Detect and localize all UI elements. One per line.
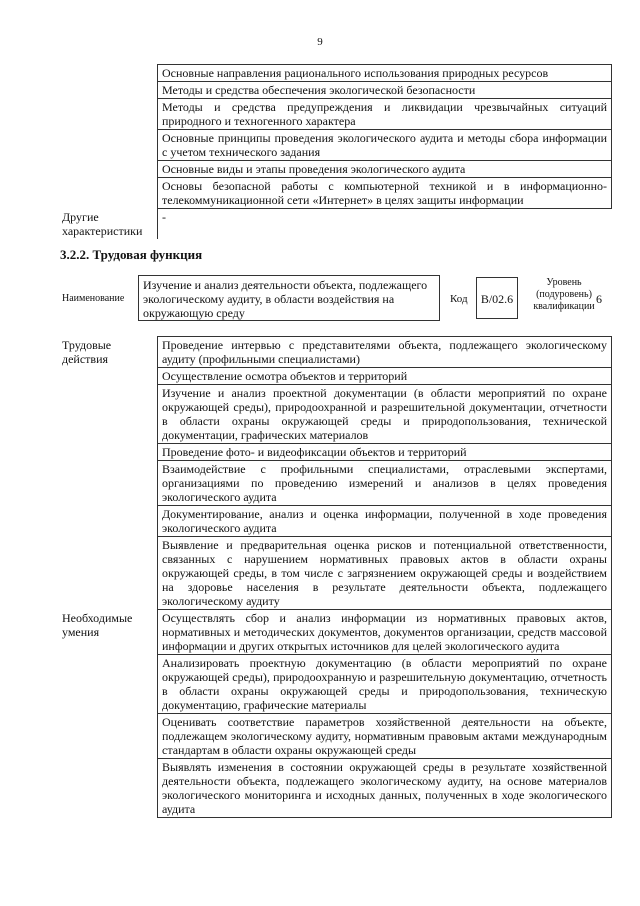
table-row	[60, 99, 612, 130]
table-row	[60, 209, 612, 239]
code-value: B/02.6	[476, 277, 518, 319]
knowledge-item: Методы и средства предупреждения и ликвидации чрезвычайных ситуаций природного и техногенного характера	[158, 99, 612, 130]
labor-action-item: Осуществление осмотра объектов и территорий	[158, 368, 612, 385]
required-skills-label: Необходимые умения	[62, 610, 133, 639]
name-label: Наименование	[62, 293, 125, 304]
section-title: 3.2.2. Трудовая функция	[60, 247, 203, 262]
knowledge-item: Основные направления рационального использования природных ресурсов	[158, 65, 612, 82]
knowledge-item: Основные виды и этапы проведения экологического аудита	[158, 161, 612, 178]
labor-action-item: Выявление и предварительная оценка рисков и потенциальной ответственности, связанных с нарушением нормативных правовых актов в области охраны окружающей среды, в том числе с загрязнением окружающей среды и воздействием на здоровье населения в результате деятельности объекта, подлежащего экологическому аудиту	[158, 537, 612, 610]
other-characteristics-label: Другие характеристики	[62, 209, 143, 238]
table-row	[60, 130, 612, 161]
page-number: 9	[317, 36, 323, 48]
skill-item: Оценивать соответствие параметров хозяйственной деятельности на объекте, подлежащем экологическому аудиту, нормативным правовым актами международным стандартам в области охраны окружающей среды	[158, 714, 612, 759]
knowledge-item: Основные принципы проведения экологического аудита и методы сбора информации с учетом технического задания	[158, 130, 612, 161]
labor-action-item: Взаимодействие с профильными специалистами, отраслевыми экспертами, организациями по проведению измерений и анализов в целях проведения экологического аудита	[158, 461, 612, 506]
table-row	[60, 82, 612, 99]
code-label: Код	[450, 293, 468, 305]
table-row	[60, 161, 612, 178]
knowledge-table	[60, 64, 612, 239]
table-row	[60, 178, 612, 209]
skill-item: Выявлять изменения в состоянии окружающей среды в результате хозяйственной деятельности объекта, подлежащего экологическому аудиту, на основе материалов экологического мониторинга и исходных данных, полученных в ходе экологического аудита	[158, 759, 612, 818]
table-row	[60, 65, 612, 82]
skill-item: Осуществлять сбор и анализ информации из нормативных правовых актов, нормативных и методических документов, документов организации, средств массовой информации и других открытых источников для целей экологического аудита	[158, 610, 612, 655]
labor-action-item: Изучение и анализ проектной документации (в области мероприятий по охране окружающей среды), природоохранной и разрешительной документации, отчетности в области охраны окружающей среды и природопользования, технической документации, графических материалов	[158, 385, 612, 444]
labor-action-item: Документирование, анализ и оценка информации, полученной в ходе проведения экологического аудита	[158, 506, 612, 537]
table-row	[60, 337, 612, 368]
knowledge-item: Основы безопасной работы с компьютерной техникой и в информационно-телекоммуникационной сети «Интернет» в целях защиты информации	[158, 178, 612, 209]
function-table	[60, 336, 612, 818]
function-name: Изучение и анализ деятельности объекта, подлежащего экологическому аудиту, в области воздействия на окружающую среду	[138, 275, 440, 321]
function-header	[60, 275, 612, 323]
table-row	[60, 610, 612, 655]
other-characteristics-value: -	[158, 209, 612, 239]
labor-actions-label: Трудовые действия	[62, 337, 112, 366]
skill-item: Анализировать проектную документацию (в области мероприятий по охране окружающей среды), природоохранную и разрешительную документацию, отчетность в области охраны окружающей среды и природопользования, техническую документацию, графические материалы	[158, 655, 612, 714]
level-label: Уровень (подуровень) квалификации	[533, 277, 595, 312]
labor-action-item: Проведение интервью с представителями объекта, подлежащего экологическому аудиту (профильными специалистами)	[158, 337, 612, 368]
level-value: 6	[596, 292, 602, 306]
knowledge-item: Методы и средства обеспечения экологической безопасности	[158, 82, 612, 99]
labor-action-item: Проведение фото- и видеофиксации объектов и территорий	[158, 444, 612, 461]
